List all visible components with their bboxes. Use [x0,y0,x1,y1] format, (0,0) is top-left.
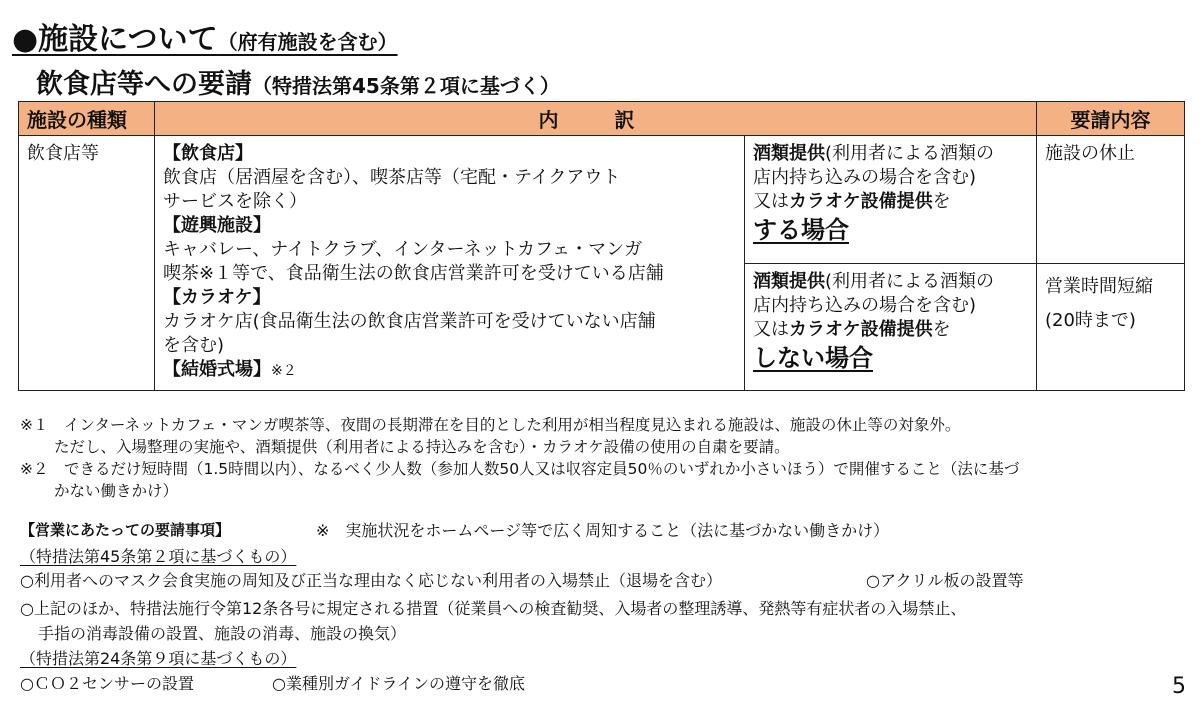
breakdown-note: ※２ [271,363,297,379]
breakdown-line: キャバレー、ナイトクラブ、インターネットカフェ・マンガ [163,239,643,260]
condition-cell-without-alcohol [745,263,1037,391]
breakdown-line: 飲食店（居酒屋を含む）、喫茶店等（宅配・テイクアウト [163,167,621,188]
condition-text: 又は [753,191,789,212]
breakdown-cell [155,136,745,391]
business-notice: ※ 実施状況をホームページ等で広く周知すること（法に基づかない働きかけ） [316,521,890,540]
subsection-title [36,62,560,101]
breakdown-heading: 【カラオケ】 [163,287,271,308]
section-title-main: ●施設について [12,22,218,57]
condition-bold: カラオケ設備提供 [789,318,933,340]
breakdown-heading: 【結婚式場】 [163,359,271,380]
condition-text: 店内持ち込みの場合を含む) [753,294,977,316]
condition-cell-with-alcohol [745,136,1037,264]
header-request: 要請内容 [1037,102,1185,136]
breakdown-heading: 【遊興施設】 [163,215,271,236]
condition-emphasis: する場合 [753,216,849,244]
condition-text: を [932,191,951,212]
condition-bold: 酒類提供 [753,143,825,164]
request-cell-closure [1037,136,1185,264]
basis-24: （特措法第24条第９項に基づくもの） [20,649,297,668]
condition-text: (利用者による酒類の [825,143,995,164]
footnote-2: ※２ できるだけ短時間（1.5時間以内）、なるべく少人数（参加人数50人又は収容定員50％のいずれか小さいほう）で開催すること（法に基づ [20,460,1020,478]
request-table [18,101,1185,391]
business-item-3: ○ＣＯ２センサーの設置 [20,674,194,693]
business-item-1: ○利用者へのマスク会食実施の周知及び正当な理由なく応じない利用者の入場禁止（退場を含む） [20,571,722,590]
request-text: 営業時間短縮 [1045,275,1153,297]
footnote-1: ※１ インターネットカフェ・マンガ喫茶等、夜間の長期滞在を目的とした利用が相当程度見込まれる施設は、施設の休止等の対象外。 [20,416,961,434]
business-item-1b: ○アクリル板の設置等 [866,571,1024,590]
breakdown-line: サービスを除く） [163,191,307,212]
condition-bold: 酒類提供 [753,270,825,292]
condition-bold: カラオケ設備提供 [789,191,933,212]
request-text: 施設の休止 [1045,143,1135,164]
table-row [19,136,1185,264]
condition-text: を [932,318,951,340]
subsection-title-main: 飲食店等への要請 [36,69,252,100]
request-text: (20時まで) [1045,309,1136,331]
business-item-2-cont: 手指の消毒設備の設置、施設の消毒、施設の換気） [38,624,407,643]
subsection-title-sub: （特措法第45条第２項に基づく） [252,74,560,98]
basis-45: （特措法第45条第２項に基づくもの） [20,547,297,566]
table-header-row [19,102,1185,136]
page-number: 5 [1172,674,1186,699]
business-heading: 【営業にあたっての要請事項】 [20,521,231,539]
breakdown-line: カラオケ店(食品衛生法の飲食店営業許可を受けていない店舗 [163,311,656,332]
breakdown-line: を含む) [163,335,225,356]
footnotes [20,414,1019,502]
header-breakdown: 内 訳 [155,102,1037,136]
facility-type-cell: 飲食店等 [19,136,155,391]
breakdown-line: 喫茶※１等で、食品衛生法の飲食店営業許可を受けている店舗 [163,263,664,284]
business-item-2: ○上記のほか、特措法施行令第12条各号に規定される措置（従業員への検査勧奨、入場者の整理誘導、発熱等有症状者の入場禁止、 [20,599,967,618]
section-title-sub: （府有施設を含む） [217,30,398,54]
condition-emphasis: しない場合 [753,343,873,372]
header-facility-type: 施設の種類 [19,102,155,136]
condition-text: 又は [753,318,789,340]
condition-text: 店内持ち込みの場合を含む) [753,167,977,188]
breakdown-heading: 【飲食店】 [163,143,253,164]
footnote-2-cont: かない働きかけ） [54,482,179,500]
footnote-1-cont: ただし、入場整理の実施や、酒類提供（利用者による持込みを含む）・カラオケ設備の使用の自粛を要請。 [54,438,790,456]
business-item-3b: ○業種別ガイドラインの遵守を徹底 [272,674,526,693]
section-title [12,14,398,58]
condition-text: (利用者による酒類の [825,270,995,292]
request-cell-shortened-hours [1037,263,1185,391]
